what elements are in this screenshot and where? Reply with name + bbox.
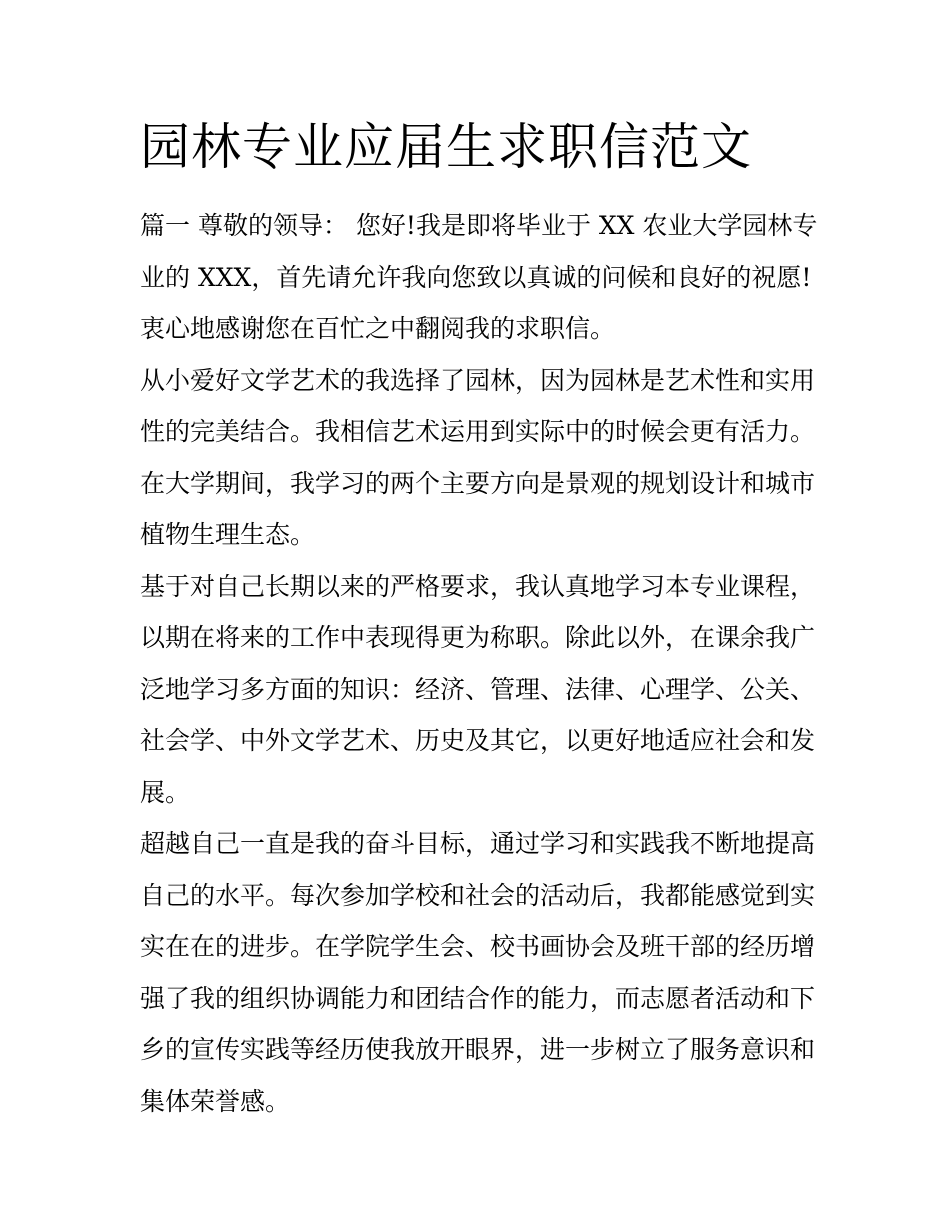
body-line: 实在在的进步。在学院学生会、校书画协会及班干部的经历增 <box>140 932 816 961</box>
body-line: 强了我的组织协调能力和团结合作的能力，而志愿者活动和下 <box>140 983 816 1013</box>
body-line: 从小爱好文学艺术的我选择了园林，因为园林是艺术性和实用 <box>140 365 816 395</box>
body-line: 社会学、中外文学艺术、历史及其它，以更好地适应社会和发 <box>140 726 816 755</box>
body-line: 业的 XXX，首先请允许我向您致以真诚的问候和良好的祝愿! <box>140 262 812 292</box>
body-line: 植物生理生态。 <box>140 520 316 549</box>
document-title: 园林专业应届生求职信范文 <box>140 118 752 176</box>
body-line: 以期在将来的工作中表现得更为称职。除此以外，在课余我广 <box>140 623 816 652</box>
body-line: 篇一 尊敬的领导： 您好!我是即将毕业于 XX 农业大学园林专 <box>140 211 818 240</box>
body-line: 展。 <box>140 777 191 807</box>
body-line: 泛地学习多方面的知识：经济、管理、法律、心理学、公关、 <box>140 674 816 704</box>
body-line: 基于对自己长期以来的严格要求，我认真地学习本专业课程， <box>140 571 816 601</box>
body-line: 超越自己一直是我的奋斗目标，通过学习和实践我不断地提高 <box>140 829 816 858</box>
body-line: 自己的水平。每次参加学校和社会的活动后，我都能感觉到实 <box>140 880 816 910</box>
document-body <box>140 200 830 1127</box>
body-line: 性的完美结合。我相信艺术运用到实际中的时候会更有活力。 <box>140 417 816 446</box>
body-line: 在大学期间，我学习的两个主要方向是景观的规划设计和城市 <box>140 468 816 498</box>
body-line: 集体荣誉感。 <box>140 1086 291 1116</box>
body-line: 乡的宣传实践等经历使我放开眼界，进一步树立了服务意识和 <box>140 1035 816 1064</box>
body-line: 衷心地感谢您在百忙之中翻阅我的求职信。 <box>140 314 616 343</box>
